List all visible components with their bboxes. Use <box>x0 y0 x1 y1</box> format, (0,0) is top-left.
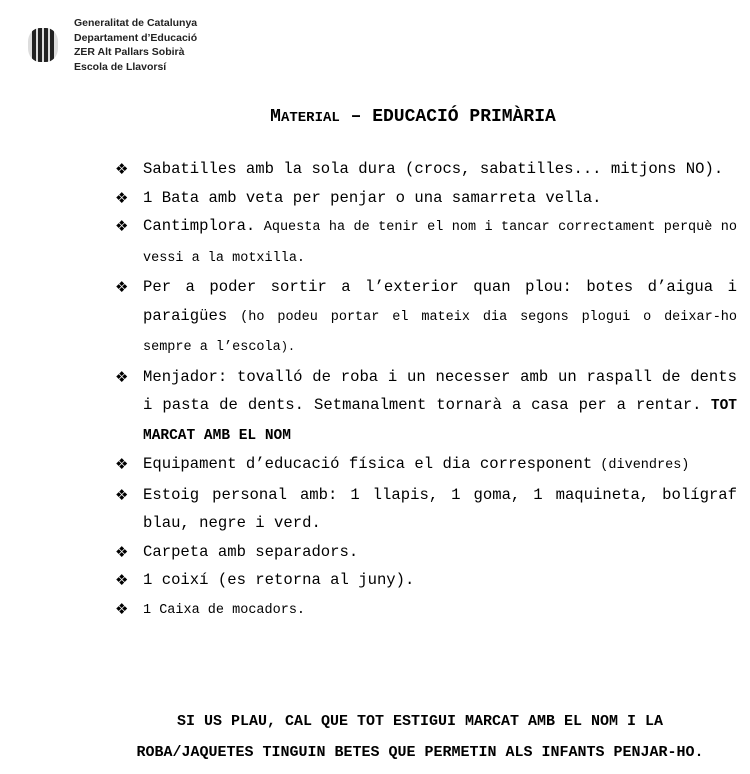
list-item <box>113 481 737 538</box>
diamond-bullet-icon: ❖ <box>115 455 129 473</box>
organization-info <box>74 16 197 74</box>
footer-line: SI US PLAU, CAL QUE TOT ESTIGUI MARCAT AMB EL NOM I LA <box>176 713 664 730</box>
diamond-bullet-icon: ❖ <box>115 278 129 296</box>
diamond-bullet-icon: ❖ <box>115 485 129 504</box>
title-part2: EDUCACIÓ PRIMÀRIA <box>372 107 556 127</box>
diamond-bullet-icon: ❖ <box>115 571 129 589</box>
footer-note <box>90 706 750 768</box>
item-text: (divendres) <box>592 458 690 473</box>
material-list <box>113 155 737 625</box>
list-item <box>113 566 737 595</box>
title-dash: – <box>339 107 373 127</box>
org-line: ZER Alt Pallars Sobirà <box>74 46 185 58</box>
org-line: Escola de Llavorsí <box>74 60 167 73</box>
title-initial: M <box>270 107 281 127</box>
item-text: 1 Bata amb veta per penjar o una samarreta vella. <box>143 188 602 207</box>
list-item <box>113 184 737 213</box>
org-line: Generalitat de Catalunya <box>74 17 198 29</box>
list-item <box>113 155 737 184</box>
item-text: Sabatilles amb la sola dura (crocs, sabatilles... mitjons NO). <box>143 160 724 178</box>
footer-line: ROBA/JAQUETES TINGUIN BETES QUE PERMETIN ALS INFANTS PENJAR-HO. <box>136 744 704 761</box>
diamond-bullet-icon: ❖ <box>115 542 129 561</box>
diamond-bullet-icon: ❖ <box>115 160 129 178</box>
item-text: Aquesta ha de tenir el nom i tancar correctament perquè no vessi a la motxilla. <box>143 220 737 266</box>
item-text: 1 coixí (es retorna al juny). <box>143 571 415 589</box>
item-text: 1 Caixa de mocadors. <box>143 602 306 618</box>
diamond-bullet-icon: ❖ <box>115 217 129 235</box>
list-item <box>113 450 737 481</box>
item-text: ). <box>280 340 296 354</box>
title-part1: ATERIAL <box>280 110 340 126</box>
list-item <box>113 363 737 451</box>
item-text: Per a poder sortir a l’exterior quan plou: botes d’aigua i paraigües <box>143 278 737 325</box>
org-line: Departament d’Educació <box>74 31 198 44</box>
diamond-bullet-icon: ❖ <box>115 599 129 618</box>
list-item <box>113 273 737 363</box>
page-title <box>0 107 750 127</box>
item-text: Estoig personal amb: 1 llapis, 1 goma, 1 maquineta, bolígraf blau, negre i verd. <box>143 485 737 532</box>
generalitat-logo-icon <box>28 28 58 62</box>
list-item <box>113 538 737 567</box>
item-text: Cantimplora. <box>143 217 256 235</box>
list-item <box>113 212 737 273</box>
item-text: Equipament d’educació física el dia corresponent <box>143 455 593 473</box>
item-text: TOT MARCAT AMB EL NOM <box>143 398 737 444</box>
diamond-bullet-icon: ❖ <box>115 367 129 386</box>
diamond-bullet-icon: ❖ <box>115 188 129 207</box>
item-text: (ho podeu portar el mateix dia segons plogui o deixar-ho sempre a l’escola <box>143 309 737 355</box>
list-item <box>113 595 737 626</box>
letterhead <box>28 16 198 73</box>
item-text: Menjador: tovalló de roba i un necesser amb un raspall de dents i pasta de dents. Setmanalment tornarà a casa per a rentar. <box>143 367 737 414</box>
item-text: Carpeta amb separadors. <box>143 542 359 561</box>
